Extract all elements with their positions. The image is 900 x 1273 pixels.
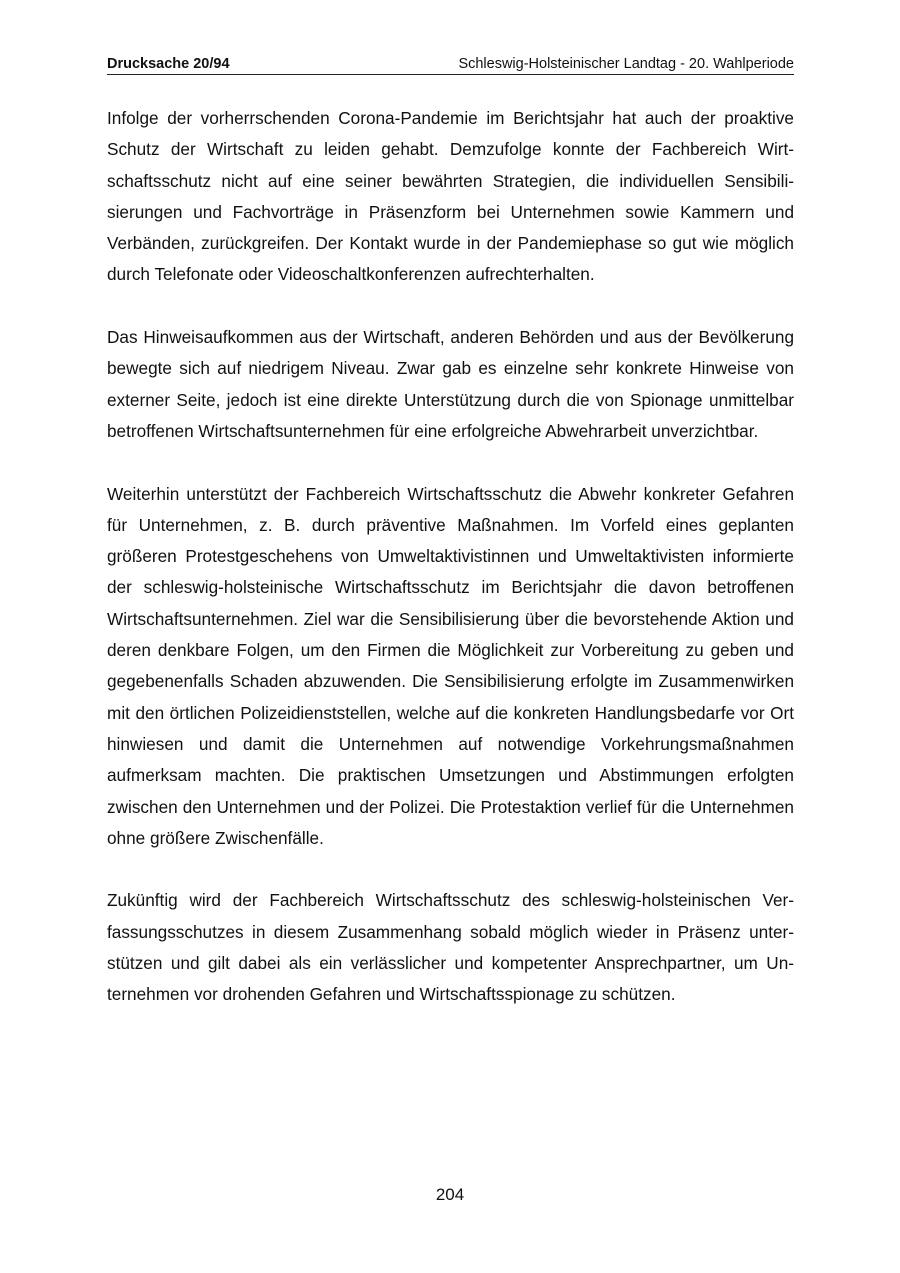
parliament-title: Schleswig-Holsteinischer Landtag - 20. Wahlperiode (458, 56, 794, 72)
paragraph-prevention-measures: Weiterhin unterstützt der Fachbereich Wirtschaftsschutz die Abwehr konkreter Gefahren für Unternehmen, z. B. durch präventive Maßnahmen. Im Vorfeld eines geplanten größeren Protestgeschehens von Umweltaktivistinnen und Umweltaktivisten informierte der schleswig-holsteinische Wirtschaftsschutz im Berichtsjahr die davon betroffenen Wirtschaftsunternehmen. Ziel war die Sensibilisierung über die bevorstehende Aktion und deren denkbare Folgen, um den Firmen die Möglichkeit zur Vorbereitung zu geben und gegebenenfalls Schaden abzuwenden. Die Sensibilisierung erfolgte im Zusammenwirken mit den örtlichen Polizeidienststellen, welche auf die konkreten Handlungsbedarfe vor Ort hinwiesen und damit die Unternehmen auf notwendige Vorkehrungsmaßnahmen aufmerksam machten. Die praktischen Umsetzungen und Abstimmungen erfolgten zwischen den Unternehmen und der Polizei. Die Protestaktion verlief für die Unternehmen ohne größere Zwischenfälle. (107, 483, 794, 848)
document-number: Drucksache 20/94 (107, 56, 230, 72)
document-body (107, 103, 794, 1042)
page-number: 204 (435, 1185, 465, 1204)
paragraph-corona-impact: Infolge der vorherrschenden Corona-Pandemie im Berichtsjahr hat auch der proaktive Schutz der Wirtschaft zu leiden gehabt. Demzufolge konnte der Fachbereich Wirtschaftsschutz nicht auf eine seiner bewährten Strategien, die individuellen Sensibilisierungen und Fachvorträge in Präsenzform bei Unternehmen sowie Kammern und Verbänden, zurückgreifen. Der Kontakt wurde in der Pandemiephase so gut wie möglich durch Telefonate oder Videoschaltkonferenzen aufrechterhalten. (107, 108, 794, 285)
paragraph-future-outlook: Zukünftig wird der Fachbereich Wirtschaftsschutz des schleswig-holsteinischen Verfassungsschutzes in diesem Zusammenhang sobald möglich wieder in Präsenz unterstützen und gilt dabei als ein verlässlicher und kompetenter Ansprechpartner, um Unternehmen vor drohenden Gefahren und Wirtschaftsspionage zu schützen. (107, 890, 794, 1005)
page-header (107, 54, 794, 75)
paragraph-tip-volume: Das Hinweisaufkommen aus der Wirtschaft, anderen Behörden und aus der Bevölkerung bewegte sich auf niedrigem Niveau. Zwar gab es einzelne sehr konkrete Hinweise von externer Seite, jedoch ist eine direkte Unterstützung durch die von Spionage unmittelbar betroffenen Wirtschaftsunternehmen für eine erfolgreiche Abwehrarbeit unverzichtbar. (107, 327, 794, 441)
